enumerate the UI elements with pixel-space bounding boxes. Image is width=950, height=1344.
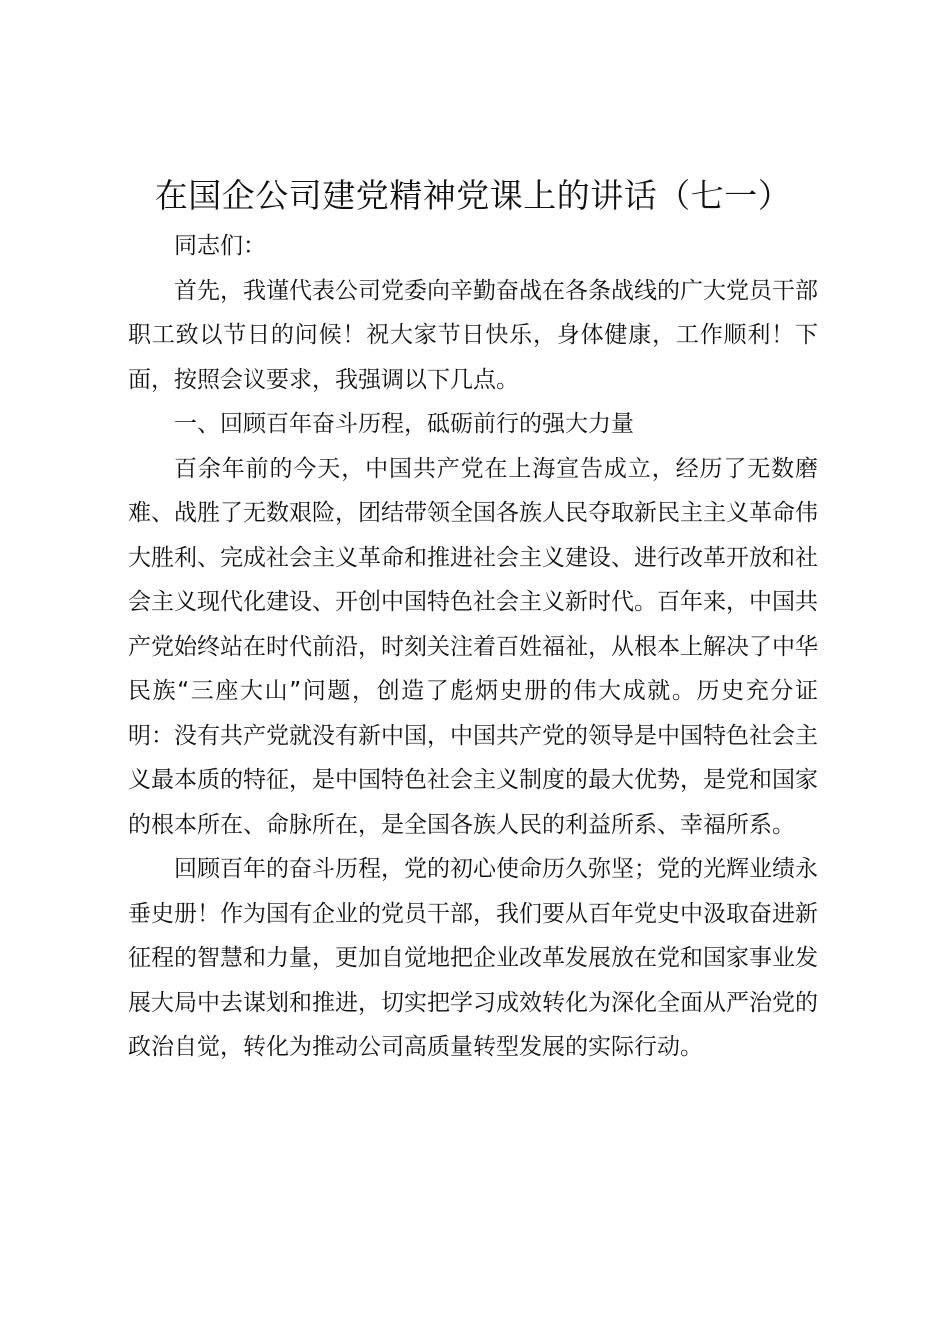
paragraph-history: 百余年前的今天，中国共产党在上海宣告成立，经历了无数磨难、战胜了无数艰险，团结带领全国各族人民夺取新民主主义革命伟大胜利、完成社会主义革命和推进社会主义建设、进行改革开放和社会主义现代化建设、开创中国特色社会主义新时代。百年来，中国共产党始终站在时代前沿，时刻关注着百姓福祉，从根本上解决了中华民族“三座大山”问题，创造了彪炳史册的伟大成就。历史充分证明：没有共产党就没有新中国，中国共产党的领导是中国特色社会主义最本质的特征，是中国特色社会主义制度的最大优势，是党和国家的根本所在、命脉所在，是全国各族人民的利益所系、幸福所系。 bbox=[128, 455, 818, 838]
section-heading-1: 一、回顾百年奋斗历程，砥砺前行的强大力量 bbox=[174, 411, 634, 437]
salutation: 同志们： bbox=[174, 233, 266, 259]
document-page bbox=[128, 170, 818, 1070]
document-title: 在国企公司建党精神党课上的讲话（七一） bbox=[154, 176, 792, 215]
paragraph-review: 回顾百年的奋斗历程，党的初心使命历久弥坚；党的光辉业绩永垂史册！作为国有企业的党员干部，我们要从百年党史中汲取奋进新征程的智慧和力量，更加自觉地把企业改革发展放在党和国家事业发展大局中去谋划和推进，切实把学习成效转化为深化全面从严治党的政治自觉，转化为推动公司高质量转型发展的实际行动。 bbox=[128, 856, 818, 1060]
paragraph-greeting: 首先，我谨代表公司党委向辛勤奋战在各条战线的广大党员干部职工致以节日的问候！祝大家节日快乐，身体健康，工作顺利！下面，按照会议要求，我强调以下几点。 bbox=[128, 277, 818, 393]
